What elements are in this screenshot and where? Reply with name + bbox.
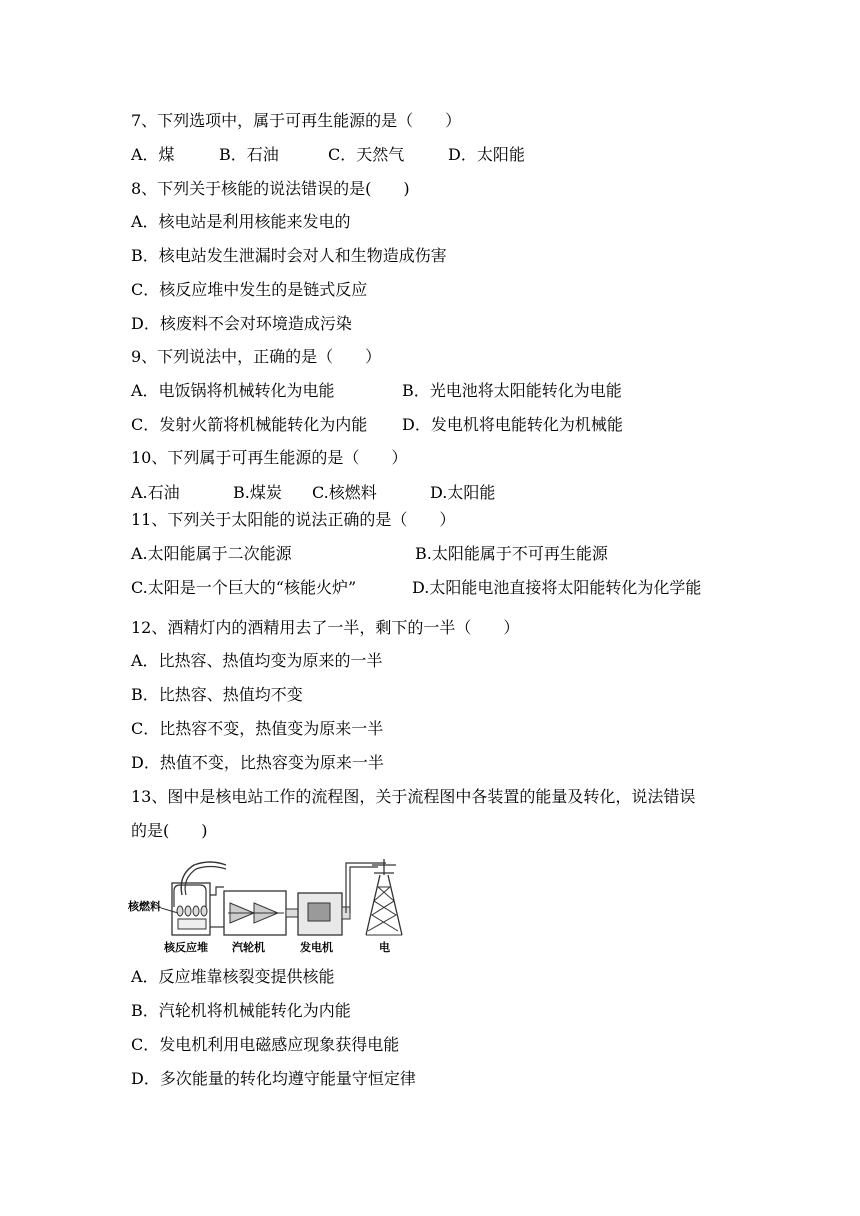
diagram-label-fuel: 核燃料 (128, 900, 161, 913)
q8-option-b: B．核电站发生泄漏时会对人和生物造成伤害 (131, 246, 447, 265)
q7-option-a: A．煤 (131, 145, 175, 164)
nuclear-power-flow-diagram (128, 855, 428, 955)
q13-option-c: C．发电机利用电磁感应现象获得电能 (131, 1035, 400, 1054)
power-tower-icon (366, 859, 402, 935)
q13-option-a: A．反应堆靠核裂变提供核能 (131, 967, 335, 986)
diagram-label-generator: 发电机 (300, 941, 333, 954)
q9-stem: 9、下列说法中，正确的是（ ） (131, 347, 382, 366)
q11-option-c: C.太阳是一个巨大的“核能火炉” (131, 578, 357, 597)
q12-option-c: C．比热容不变，热值变为原来一半 (131, 719, 384, 738)
q13-option-d: D．多次能量的转化均遵守能量守恒定律 (131, 1069, 416, 1088)
q7-option-d: D．太阳能 (448, 145, 525, 164)
q8-option-a: A．核电站是利用核能来发电的 (131, 212, 351, 231)
q13-stem-line1: 13、图中是核电站工作的流程图，关于流程图中各装置的能量及转化，说法错误 (131, 787, 696, 806)
q11-option-b: B.太阳能属于不可再生能源 (415, 544, 608, 563)
q7-stem: 7、下列选项中，属于可再生能源的是（ ） (131, 111, 462, 130)
q9-option-b: B．光电池将太阳能转化为电能 (402, 381, 622, 400)
q13-stem-line2: 的是( ) (131, 821, 208, 840)
turbine-icon (224, 891, 286, 935)
q8-option-c: C．核反应堆中发生的是链式反应 (131, 280, 368, 299)
reactor-icon (172, 862, 226, 935)
q9-option-d: D．发电机将电能转化为机械能 (402, 415, 623, 434)
q7-option-b: B．石油 (219, 145, 279, 164)
q10-stem: 10、下列属于可再生能源的是（ ） (131, 448, 408, 467)
q10-option-b: B.煤炭 (233, 483, 282, 502)
q9-option-a: A．电饭锅将机械转化为电能 (131, 381, 335, 400)
diagram-label-reactor: 核反应堆 (164, 941, 208, 954)
generator-icon (298, 893, 350, 935)
q8-stem: 8、下列关于核能的说法错误的是( ) (131, 179, 410, 198)
diagram-label-electricity: 电 (379, 941, 390, 954)
q13-option-b: B．汽轮机将机械能转化为内能 (131, 1001, 351, 1020)
q11-option-a: A.太阳能属于二次能源 (131, 544, 292, 563)
q12-option-a: A．比热容、热值均变为原来的一半 (131, 651, 383, 670)
diagram-label-turbine: 汽轮机 (232, 941, 265, 954)
q7-option-c: C．天然气 (328, 145, 405, 164)
q12-option-d: D．热值不变，比热容变为原来一半 (131, 753, 384, 772)
q8-option-d: D．核废料不会对环境造成污染 (131, 314, 352, 333)
q12-stem: 12、酒精灯内的酒精用去了一半，剩下的一半（ ） (131, 618, 520, 637)
q11-stem: 11、下列关于太阳能的说法正确的是（ ） (131, 510, 456, 529)
q10-option-a: A.石油 (131, 483, 180, 502)
power-wire (350, 867, 378, 913)
q11-option-d: D.太阳能电池直接将太阳能转化为化学能 (412, 578, 702, 597)
q12-option-b: B．比热容、热值均不变 (131, 685, 303, 704)
q9-option-c: C．发射火箭将机械能转化为内能 (131, 415, 368, 434)
q10-option-d: D.太阳能 (430, 483, 496, 502)
q10-option-c: C.核燃料 (312, 483, 377, 502)
